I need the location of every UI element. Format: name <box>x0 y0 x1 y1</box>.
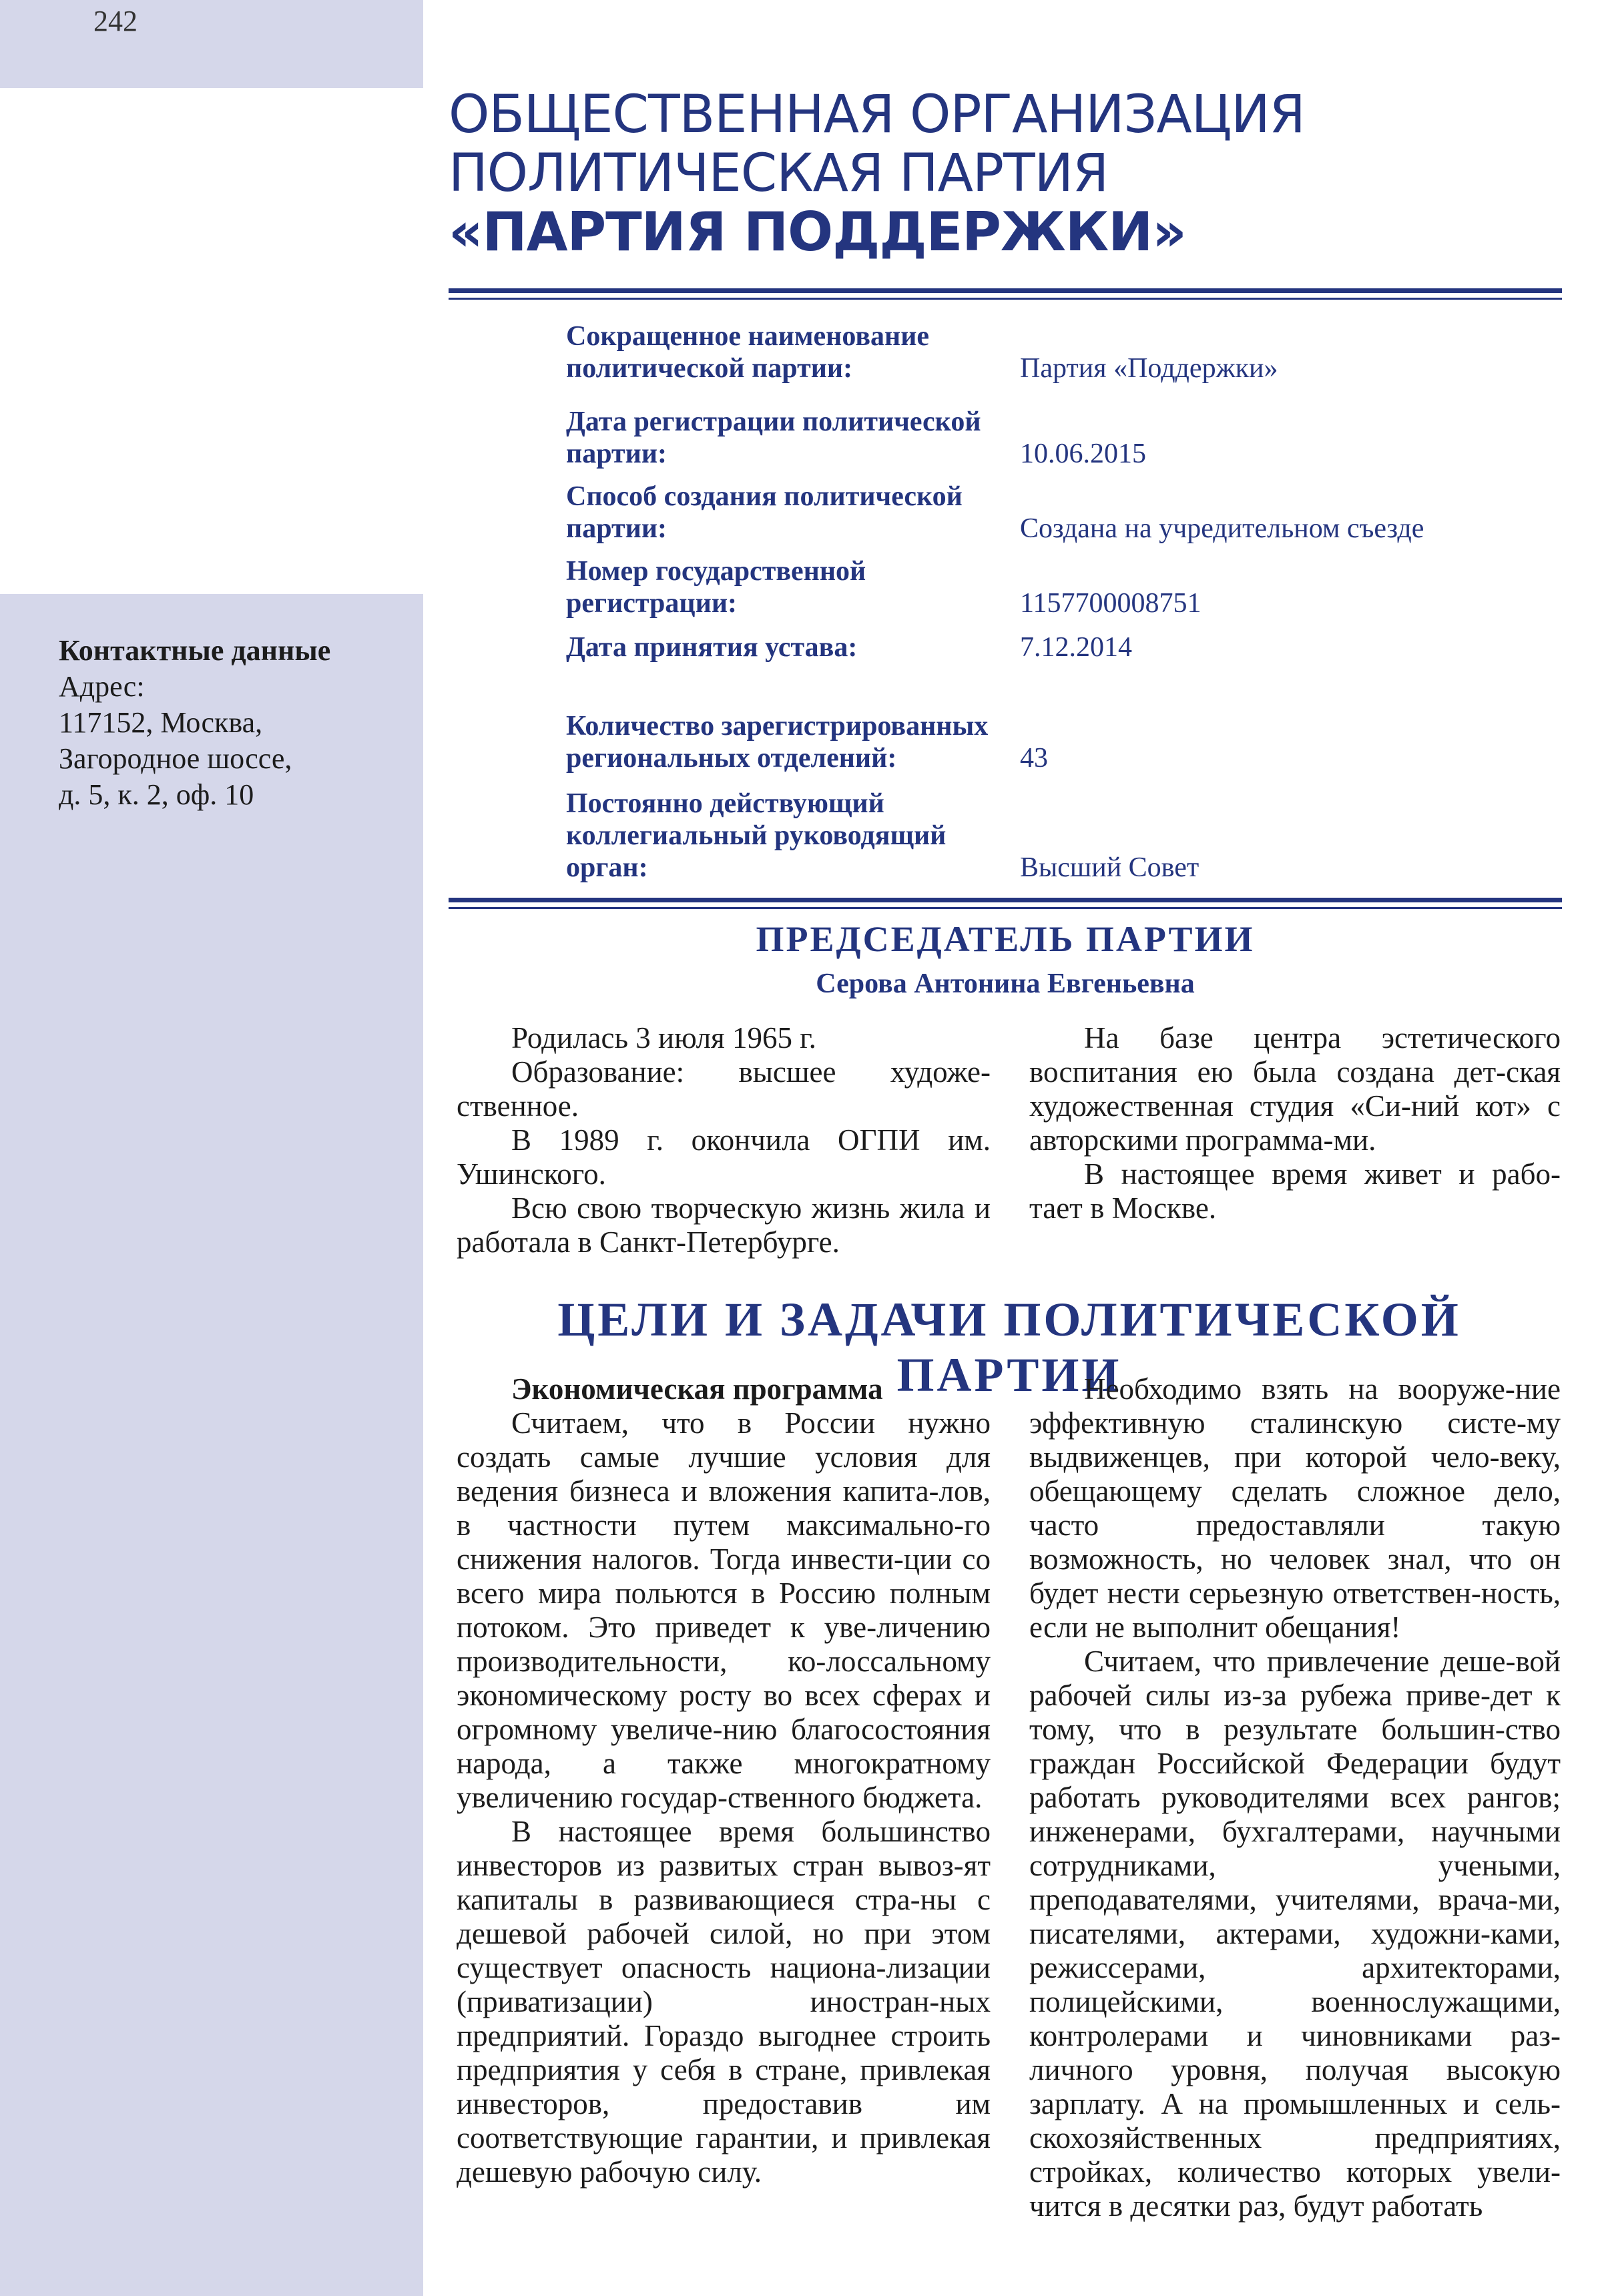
bio-column-left <box>457 1021 991 1259</box>
bio-paragraph: Всю свою творческую жизнь жила и работала в Санкт-Петербурге. <box>457 1191 991 1259</box>
info-row <box>566 403 1567 470</box>
goals-paragraph: Необходимо взять на вооруже-ние эффективную сталинскую систе-му выдвиженцев, при которой чело-веку, обещающему сделать сложное дело, часто предоставляли такую возможность, но человек знал, что он будет нести серьезную ответствен-ность, если не выполнит обещания! <box>1029 1372 1561 1644</box>
title-line-2: ПОЛИТИЧЕСКАЯ ПАРТИЯ <box>449 144 1109 204</box>
info-row <box>566 630 1567 663</box>
goals-column-left <box>457 1372 991 2189</box>
info-label: Дата регистрации политической партии: <box>566 406 981 469</box>
page-title <box>449 85 1570 262</box>
info-value: 43 <box>1020 743 1048 774</box>
contacts-block <box>59 633 406 813</box>
chairman-name: Серова Антонина Евгеньевна <box>816 968 1195 999</box>
bio-paragraph: Родилась 3 июля 1965 г. <box>511 1021 816 1055</box>
bio-paragraph: На базе центра эстетического воспитания ею была создана дет-ская художественная студия «Си-ний кот» с авторскими программа-ми. <box>1029 1021 1561 1157</box>
bio-paragraph: В настоящее время живет и рабо-тает в Москве. <box>1029 1157 1561 1225</box>
info-label: Дата принятия устава: <box>566 632 858 663</box>
goals-paragraph: Считаем, что в России нужно создать самые лучшие условия для ведения бизнеса и вложения капита-лов, в частности путем максимально-го снижения налогов. Тогда инвести-ции со всего мира польются в Россию полным потоком. Это приведет к уве-личению производительности, ко-лоссальному экономическому росту во всех сферах и огромному увеличе-нию благосостояния народа, а также многократному увеличению государ-ственного бюджета. <box>457 1406 991 1814</box>
divider <box>449 288 1562 293</box>
page-number: 242 <box>93 5 138 37</box>
sidebar-panel <box>0 594 423 2296</box>
info-value: Создана на учредительном съезде <box>1020 513 1424 544</box>
bio-paragraph: В 1989 г. окончила ОГПИ им. Ушинского. <box>457 1123 991 1191</box>
info-label: Постоянно действующий коллегиальный руководящий орган: <box>566 788 947 883</box>
info-row <box>566 784 1567 884</box>
address-line: д. 5, к. 2, оф. 10 <box>59 778 254 811</box>
economic-program-subheading: Экономическая программа <box>511 1372 883 1406</box>
title-line-1: ОБЩЕСТВЕННАЯ ОРГАНИЗАЦИЯ <box>449 85 1305 145</box>
sidebar-top-band <box>0 0 423 88</box>
info-value: 1157700008751 <box>1020 588 1202 619</box>
info-row <box>566 674 1567 774</box>
address-label: Адрес: <box>59 670 145 703</box>
info-label: Номер государственной регистрации: <box>566 556 866 619</box>
contacts-heading: Контактные данные <box>59 634 331 667</box>
chairman-heading: ПРЕДСЕДАТЕЛЬ ПАРТИИ <box>756 919 1255 959</box>
info-value: 10.06.2015 <box>1020 439 1146 469</box>
title-line-3: «ПАРТИЯ ПОДДЕРЖКИ» <box>449 201 1186 263</box>
info-label: Сокращенное наименование политической партии: <box>566 321 930 384</box>
info-value: 7.12.2014 <box>1020 632 1132 663</box>
divider <box>449 907 1562 909</box>
info-label: Способ создания политической партии: <box>566 481 963 544</box>
info-label: Количество зарегистрированных региональных отделений: <box>566 711 989 774</box>
bio-paragraph: Образование: высшее художе-ственное. <box>457 1055 991 1123</box>
info-value: Партия «Поддержки» <box>1020 353 1278 384</box>
address-line: 117152, Москва, <box>59 706 263 739</box>
info-row <box>566 478 1567 545</box>
divider <box>449 298 1562 300</box>
info-row <box>566 318 1567 384</box>
goals-paragraph: В настоящее время большинство инвесторов из развитых стран вывоз-ят капиталы в развивающиеся стра-ны с дешевой рабочей силой, но при этом существует опасность национа-лизации (приватизации) иностран-ных предприятий. Гораздо выгоднее строить предприятия у себя в стране, привлекая инвесторов, предоставив им соответствующие гарантии, и привлекая дешевую рабочую силу. <box>457 1815 991 2189</box>
address-line: Загородное шоссе, <box>59 742 292 775</box>
goals-heading: ЦЕЛИ И ЗАДАЧИ ПОЛИТИЧЕСКОЙ ПАРТИИ <box>557 1293 1461 1402</box>
bio-column-right <box>1029 1021 1561 1225</box>
goals-column-right <box>1029 1372 1561 2223</box>
info-row <box>566 553 1567 619</box>
goals-paragraph: Считаем, что привлечение деше-вой рабочей силы из-за рубежа приве-дет к тому, что в результате большин-ство граждан Российской Федерации будут работать руководителями всех рангов; инженерами, бухгалтерами, научными сотрудниками, учеными, преподавателями, учителями, врача-ми, писателями, актерами, художни-ками, режиссерами, архитекторами, полицейскими, военнослужащими, контролерами и чиновниками раз-личного уровня, получая высокую зарплату. А на промышленных и сель-скохозяйственных предприятиях, стройках, количество которых увели-чится в десятки раз, будут работать <box>1029 1645 1561 2223</box>
divider <box>449 898 1562 902</box>
info-value: Высший Совет <box>1020 852 1199 883</box>
